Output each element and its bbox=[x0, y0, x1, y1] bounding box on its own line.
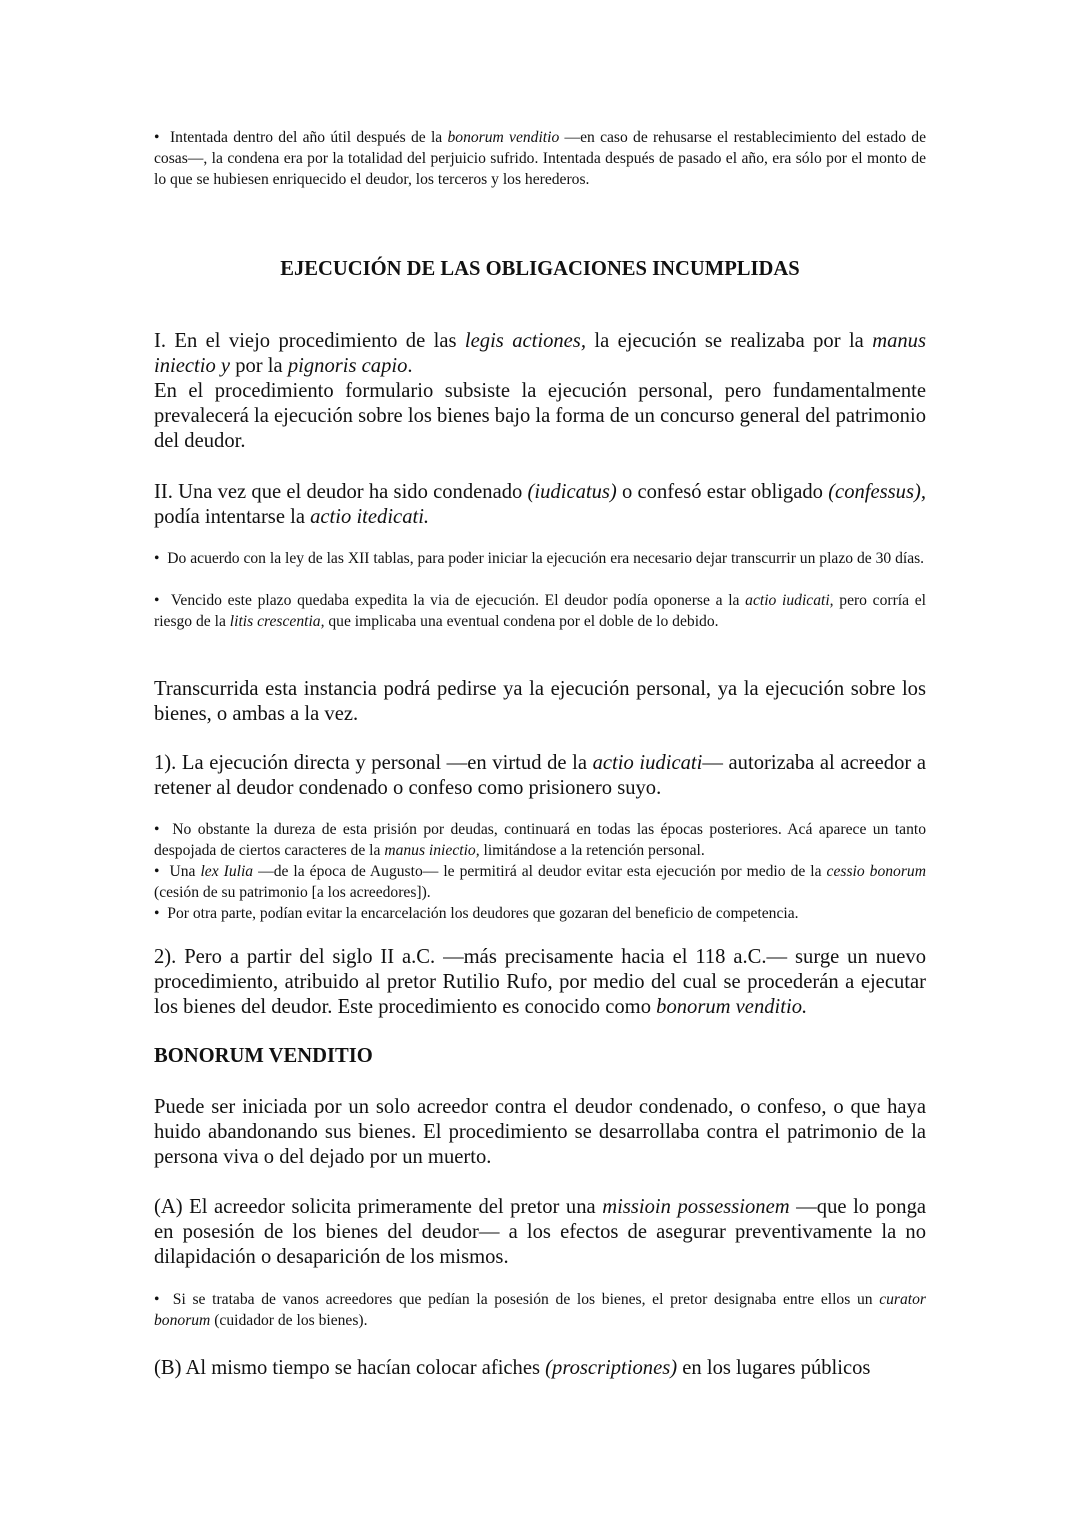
bullet-paragraph-II-b: • Vencido este plazo quedaba expedita la via de ejecución. El deudor podía oponerse a la actio iudicati, pero corría el riesgo de la litis crescentia, que implicaba una eventual condena por el doble de lo debido. bbox=[154, 590, 926, 632]
section-title: EJECUCIÓN DE LAS OBLIGACIONES INCUMPLIDAS bbox=[280, 258, 800, 280]
paragraph-A: (A) El acreedor solicita primeramente del pretor una missioin possessionem —que lo ponga en posesión de los bienes del deudor— a los efectos de asegurar preventivamente la no dilapidación o desaparición de los mismos. bbox=[154, 1196, 927, 1268]
paragraph-I-continued: En el procedimiento formulario subsiste la ejecución personal, pero fundamentalmente prevalecerá la ejecución sobre los bienes bajo la forma de un concurso general del patrimonio del deudor. bbox=[154, 380, 926, 452]
paragraph-1: 1). La ejecución directa y personal —en virtud de la actio iudicati— autorizaba al acreedor a retener al deudor condenado o confeso como prisionero suyo. bbox=[154, 752, 927, 799]
paragraph-II: II. Una vez que el deudor ha sido condenado (iudicatus) o confesó estar obligado (confessus), podía intentarse la actio itedicati. bbox=[154, 481, 927, 528]
bullet-paragraph-II-a: • Do acuerdo con la ley de las XII tablas, para poder iniciar la ejecución era necesario dejar transcurrir un plazo de 30 días. bbox=[154, 548, 926, 569]
paragraph-B: (B) Al mismo tiempo se hacían colocar afiches (proscriptiones) en los lugares públicos bbox=[154, 1357, 871, 1379]
subsection-title: BONORUM VENDITIO bbox=[154, 1045, 373, 1067]
bullet-paragraph-1-b: • Una lex Iulia —de la época de Augusto— le permitirá al deudor evitar esta ejecución por medio de la cessio bonorum (cesión de su patrimonio [a los acreedores]). bbox=[154, 861, 926, 903]
paragraph-transcurrida: Transcurrida esta instancia podrá pedirse ya la ejecución personal, ya la ejecución sobre los bienes, o ambas a la vez. bbox=[154, 678, 926, 725]
bullet-paragraph-top: • Intentada dentro del año útil después de la bonorum venditio —en caso de rehusarse el restablecimiento del estado de cosas—, la condena era por la totalidad del perjuicio sufrido. Intentada después de pasado el año, era sólo por el monto de lo que se hubiesen enriquecido el deudor, los terceros y los herederos. bbox=[154, 127, 926, 190]
bullet-paragraph-1-a: • No obstante la dureza de esta prisión por deudas, continuará en todas las épocas posteriores. Acá aparece un tanto despojada de ciertos caracteres de la manus iniectio, limitándose a la retención personal. bbox=[154, 819, 926, 861]
paragraph-2: 2). Pero a partir del siglo II a.C. —más precisamente hacia el 118 a.C.— surge un nuevo procedimiento, atribuido al pretor Rutilio Rufo, por medio del cual se procederán a ejecutar los bienes del deudor. Este procedimiento es conocido como bonorum venditio. bbox=[154, 946, 926, 1018]
bullet-paragraph-1-c: • Por otra parte, podían evitar la encarcelación los deudores que gozaran del beneficio de competencia. bbox=[154, 903, 926, 924]
paragraph-bonorum: Puede ser iniciada por un solo acreedor contra el deudor condenado, o confeso, o que haya huido abandonando sus bienes. El procedimiento se desarrollaba contra el patrimonio de la persona viva o del dejado por un muerto. bbox=[154, 1096, 926, 1168]
paragraph-I: I. En el viejo procedimiento de las legis actiones, la ejecución se realizaba por la manus iniectio y por la pignoris capio. bbox=[154, 330, 926, 377]
bullet-paragraph-A: • Si se trataba de vanos acreedores que pedían la posesión de los bienes, el pretor designaba entre ellos un curator bonorum (cuidador de los bienes). bbox=[154, 1289, 926, 1331]
